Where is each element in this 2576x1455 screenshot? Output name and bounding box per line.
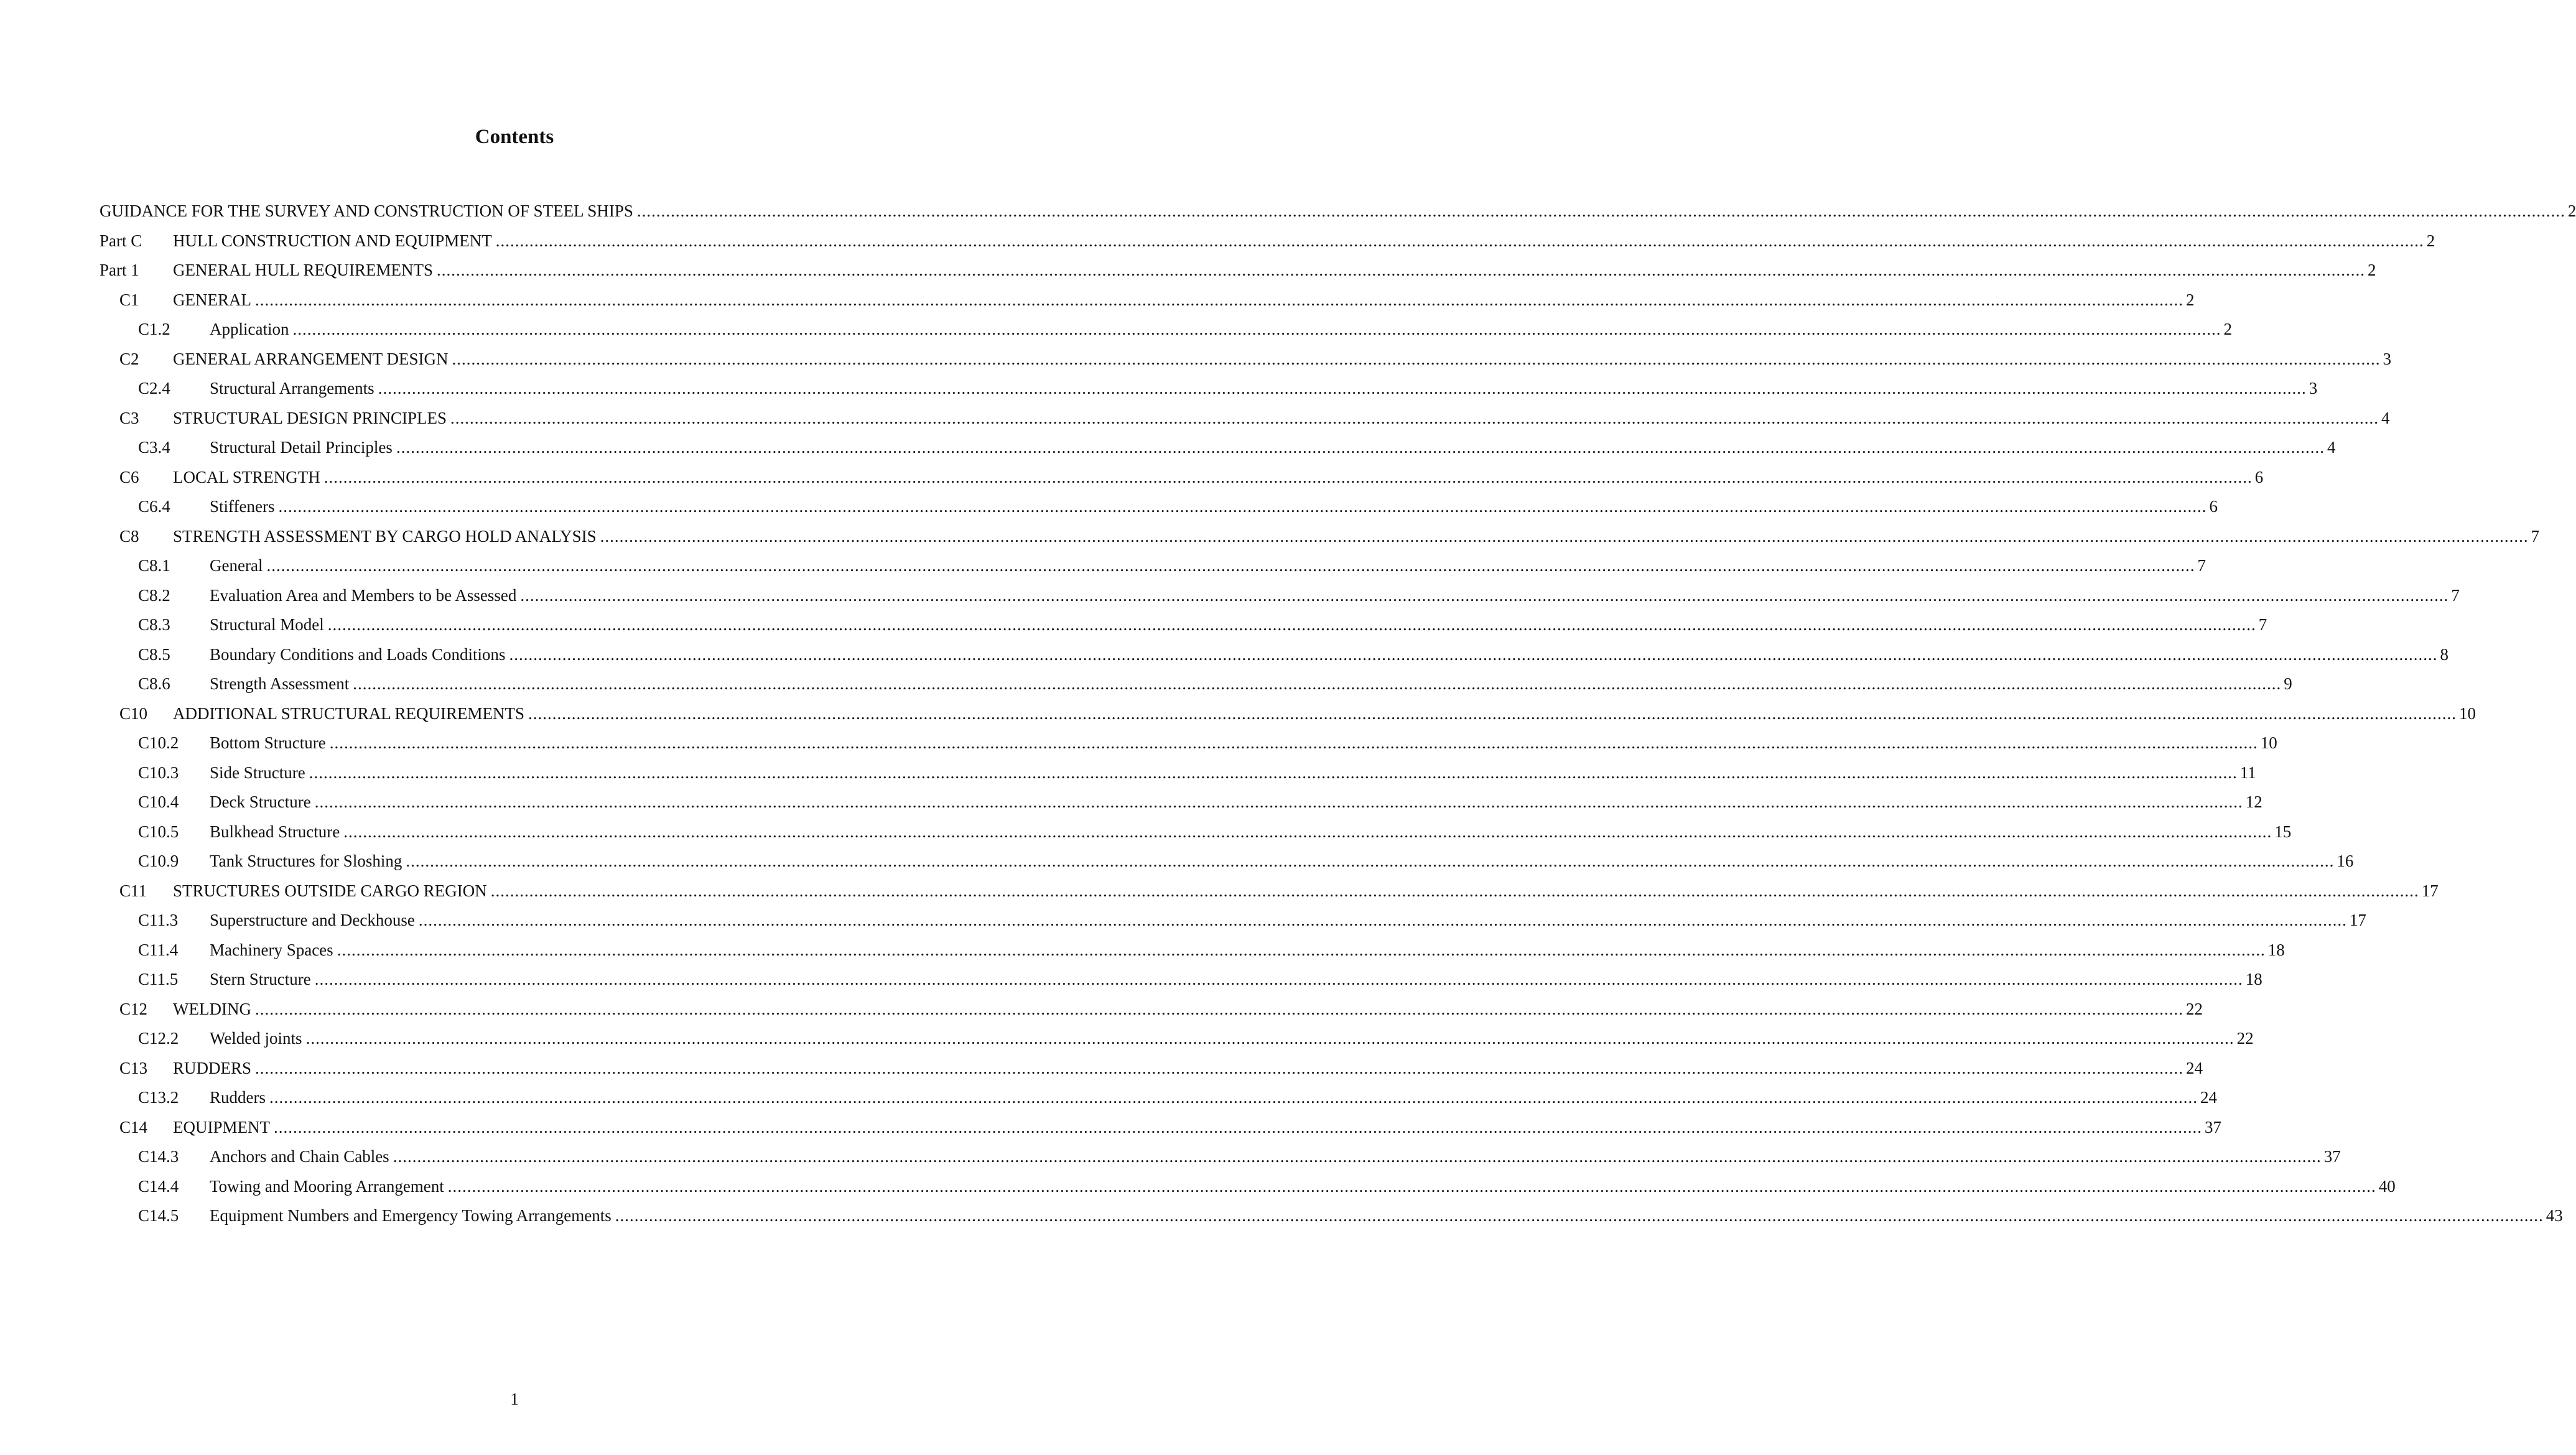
toc-entry-label: Side Structure — [210, 763, 305, 782]
toc-entry-page: 10 — [2260, 733, 2277, 752]
toc-entry-number: C14.4 — [138, 1176, 179, 1196]
toc-entry-label: Towing and Mooring Arrangement — [210, 1176, 444, 1196]
toc-entry[interactable] — [100, 231, 2435, 251]
toc-entry-label: STRUCTURAL DESIGN PRINCIPLES — [173, 408, 447, 427]
toc-entry-label: Superstructure and Deckhouse — [210, 911, 415, 929]
toc-leader-dots: ................................................................................................................................................................................................................................................................................................................................................................................................................ — [636, 202, 2565, 220]
toc-leader-dots: ................................................................................................................................................................................................................................................................................................................................................................................................................ — [528, 704, 2457, 723]
toc-leader-dots: ................................................................................................................................................................................................................................................................................................................................................................................................................ — [254, 999, 2183, 1018]
toc-entry[interactable] — [138, 792, 2262, 812]
toc-leader-dots: ................................................................................................................................................................................................................................................................................................................................................................................................................ — [305, 1029, 2234, 1048]
toc-entry-number: C8.3 — [138, 615, 170, 634]
toc-entry-label: STRUCTURES OUTSIDE CARGO REGION — [173, 881, 487, 900]
toc-entry-number: C11.5 — [138, 970, 179, 988]
toc-leader-dots: ................................................................................................................................................................................................................................................................................................................................................................................................................ — [378, 379, 2307, 397]
toc-entry-label: Deck Structure — [210, 793, 311, 811]
toc-entry-page: 37 — [2323, 1147, 2341, 1166]
toc-entry[interactable] — [138, 1176, 2396, 1196]
toc-entry[interactable] — [138, 378, 2318, 398]
toc-leader-dots: ................................................................................................................................................................................................................................................................................................................................................................................................................ — [337, 940, 2266, 959]
toc-entry-label: Anchors and Chain Cables — [210, 1147, 389, 1166]
toc-entry-label: GENERAL — [173, 290, 251, 309]
toc-entry-number: C10.5 — [138, 822, 179, 841]
toc-entry-label: Stern Structure — [210, 970, 311, 988]
toc-leader-dots: ................................................................................................................................................................................................................................................................................................................................................................................................................ — [329, 733, 2258, 752]
toc-entry[interactable] — [138, 940, 2285, 960]
toc-leader-dots: ................................................................................................................................................................................................................................................................................................................................................................................................................ — [254, 290, 2183, 309]
toc-entry[interactable] — [119, 467, 2264, 487]
toc-entry[interactable] — [138, 763, 2256, 783]
toc-entry-number: C3.4 — [138, 438, 170, 457]
toc-entry-number: C10 — [119, 704, 148, 723]
toc-entry-label: Welded joints — [210, 1029, 302, 1048]
toc-entry-label: GUIDANCE FOR THE SURVEY AND CONSTRUCTION OF STEEL SHIPS — [100, 202, 633, 220]
toc-leader-dots: ................................................................................................................................................................................................................................................................................................................................................................................................................ — [393, 1147, 2322, 1166]
toc-entry-page: 7 — [2197, 556, 2206, 575]
toc-entry[interactable] — [119, 1117, 2221, 1137]
toc-entry-label: Machinery Spaces — [210, 940, 333, 959]
toc-entry[interactable] — [119, 881, 2439, 901]
toc-entry[interactable] — [138, 615, 2267, 635]
toc-entry-page: 18 — [2245, 970, 2262, 988]
toc-entry[interactable] — [138, 733, 2277, 753]
toc-entry[interactable] — [138, 319, 2232, 339]
toc-entry-page: 24 — [2200, 1088, 2217, 1107]
toc-entry[interactable] — [138, 822, 2292, 842]
toc-entry[interactable] — [119, 349, 2391, 369]
toc-entry-page: 2 — [2567, 202, 2576, 220]
toc-entry-label: WELDING — [173, 999, 251, 1018]
toc-entry-label: HULL CONSTRUCTION AND EQUIPMENT — [173, 231, 492, 250]
toc-entry-label: GENERAL HULL REQUIREMENTS — [173, 261, 433, 279]
toc-entry-number: C13.2 — [138, 1088, 179, 1107]
toc-entry[interactable] — [119, 408, 2390, 428]
toc-entry-number: Part 1 — [100, 261, 139, 279]
toc-entry-number: C8 — [119, 526, 139, 546]
toc-leader-dots: ................................................................................................................................................................................................................................................................................................................................................................................................................ — [396, 438, 2325, 457]
toc-entry-number: C10.4 — [138, 793, 179, 811]
toc-entry-page: 7 — [2258, 615, 2267, 634]
toc-entry-page: 8 — [2440, 644, 2448, 664]
toc-entry-number: C14.5 — [138, 1206, 179, 1225]
toc-entry-number: C13 — [119, 1058, 148, 1077]
toc-entry-page: 3 — [2309, 379, 2318, 397]
toc-entry-label: LOCAL STRENGTH — [173, 467, 320, 486]
toc-entry-number: C2.4 — [138, 379, 170, 397]
toc-leader-dots: ................................................................................................................................................................................................................................................................................................................................................................................................................ — [327, 615, 2256, 634]
toc-leader-dots: ................................................................................................................................................................................................................................................................................................................................................................................................................ — [309, 763, 2238, 782]
toc-entry-page: 7 — [2451, 585, 2460, 605]
toc-entry[interactable] — [138, 1146, 2341, 1166]
toc-entry-label: EQUIPMENT — [173, 1117, 270, 1137]
toc-entry-number: C3 — [119, 408, 139, 427]
toc-entry-label: Structural Detail Principles — [210, 438, 393, 457]
toc-entry-page: 9 — [2284, 674, 2292, 693]
toc-entry[interactable] — [138, 969, 2262, 989]
toc-entry[interactable] — [138, 910, 2366, 930]
toc-entry-number: C8.2 — [138, 585, 170, 605]
toc-entry-label: Stiffeners — [210, 497, 275, 516]
toc-entry[interactable] — [100, 260, 2376, 280]
toc-entry-number: C12.2 — [138, 1029, 179, 1048]
toc-entry-number: C14.3 — [138, 1147, 179, 1166]
toc-entry-number: C10.2 — [138, 733, 179, 752]
toc-leader-dots: ................................................................................................................................................................................................................................................................................................................................................................................................................ — [450, 408, 2379, 427]
toc-entry-page: 18 — [2267, 940, 2285, 959]
toc-entry-number: C1.2 — [138, 320, 170, 338]
toc-entry-number: C10.3 — [138, 763, 179, 782]
toc-leader-dots: ................................................................................................................................................................................................................................................................................................................................................................................................................ — [255, 1058, 2184, 1077]
toc-entry-number: C14 — [119, 1117, 148, 1137]
toc-entry[interactable] — [119, 290, 2195, 310]
toc-leader-dots: ................................................................................................................................................................................................................................................................................................................................................................................................................ — [292, 320, 2221, 338]
toc-entry-page: 15 — [2274, 822, 2292, 841]
toc-leader-dots: ................................................................................................................................................................................................................................................................................................................................................................................................................ — [343, 822, 2272, 841]
toc-leader-dots: ................................................................................................................................................................................................................................................................................................................................................................................................................ — [314, 793, 2243, 811]
toc-entry-number: C1 — [119, 290, 139, 309]
toc-entry-page: 24 — [2186, 1058, 2203, 1077]
toc-leader-dots: ................................................................................................................................................................................................................................................................................................................................................................................................................ — [600, 526, 2529, 546]
toc-entry-label: Bottom Structure — [210, 733, 326, 752]
toc-leader-dots: ................................................................................................................................................................................................................................................................................................................................................................................................................ — [520, 585, 2449, 605]
toc-entry-page: 37 — [2205, 1117, 2221, 1137]
toc-entry-page: 12 — [2245, 793, 2262, 811]
toc-entry-number: C6.4 — [138, 497, 170, 516]
toc-entry-page: 2 — [2367, 261, 2376, 279]
toc-entry-number: C6 — [119, 467, 139, 486]
toc-entry[interactable] — [138, 556, 2206, 575]
toc-entry-label: Structural Model — [210, 615, 324, 634]
toc-entry-label: Application — [210, 320, 289, 338]
page-title: Contents — [475, 126, 554, 148]
toc-entry[interactable] — [100, 201, 2576, 221]
toc-entry-page: 2 — [2185, 290, 2195, 309]
toc-entry-page: 17 — [2421, 881, 2439, 900]
toc-entry-number: C8.1 — [138, 556, 170, 575]
toc-entry-label: Evaluation Area and Members to be Assessed — [210, 585, 517, 605]
toc-entry-label: STRENGTH ASSESSMENT BY CARGO HOLD ANALYSIS — [173, 526, 597, 546]
toc-entry-label: General — [210, 556, 263, 575]
page-number: 1 — [510, 1390, 519, 1408]
toc-entry-page: 43 — [2546, 1206, 2563, 1225]
toc-leader-dots: ................................................................................................................................................................................................................................................................................................................................................................................................................ — [452, 349, 2381, 368]
toc-entry-page: 6 — [2254, 467, 2264, 486]
toc-entry[interactable] — [138, 585, 2460, 605]
toc-entry[interactable] — [138, 1206, 2563, 1225]
toc-entry-page: 3 — [2383, 349, 2391, 368]
toc-entry-page: 22 — [2185, 999, 2203, 1018]
toc-leader-dots: ................................................................................................................................................................................................................................................................................................................................................................................................................ — [447, 1176, 2376, 1196]
toc-entry-page: 40 — [2378, 1176, 2396, 1196]
toc-entry-page: 17 — [2349, 911, 2366, 929]
toc-leader-dots: ................................................................................................................................................................................................................................................................................................................................................................................................................ — [266, 556, 2195, 575]
toc-leader-dots: ................................................................................................................................................................................................................................................................................................................................................................................................................ — [274, 1117, 2202, 1137]
toc-entry-page: 2 — [2223, 320, 2232, 338]
toc-entry-label: GENERAL ARRANGEMENT DESIGN — [173, 349, 449, 368]
toc-leader-dots: ................................................................................................................................................................................................................................................................................................................................................................................................................ — [323, 467, 2253, 486]
toc-entry-label: Rudders — [210, 1088, 266, 1107]
toc-leader-dots: ................................................................................................................................................................................................................................................................................................................................................................................................................ — [509, 644, 2438, 664]
toc-entry-label: RUDDERS — [173, 1058, 252, 1077]
toc-entry-number: C11.4 — [138, 940, 179, 959]
toc-leader-dots: ................................................................................................................................................................................................................................................................................................................................................................................................................ — [278, 497, 2207, 516]
toc-entry-number: C12 — [119, 999, 148, 1018]
toc-entry[interactable] — [138, 1087, 2217, 1107]
toc-entry-label: Boundary Conditions and Loads Conditions — [210, 644, 506, 664]
toc-entry[interactable] — [138, 851, 2354, 871]
toc-entry-page: 22 — [2236, 1029, 2254, 1048]
toc-entry[interactable] — [138, 437, 2336, 457]
toc-entry-number: C11.3 — [138, 911, 179, 929]
toc-entry-label: Strength Assessment — [210, 674, 350, 693]
toc-entry-label: Equipment Numbers and Emergency Towing Arrangements — [210, 1206, 611, 1225]
toc-entry-page: 4 — [2327, 438, 2336, 457]
toc-entry-page: 7 — [2531, 526, 2540, 546]
toc-entry[interactable] — [119, 526, 2540, 546]
toc-leader-dots: ................................................................................................................................................................................................................................................................................................................................................................................................................ — [495, 231, 2424, 250]
toc-entry-page: 2 — [2426, 231, 2435, 250]
toc-entry-number: C11 — [119, 881, 147, 900]
toc-entry[interactable] — [138, 1028, 2254, 1048]
toc-entry-number: C8.6 — [138, 674, 170, 693]
toc-entry-page: 4 — [2381, 408, 2390, 427]
toc-leader-dots: ................................................................................................................................................................................................................................................................................................................................................................................................................ — [314, 970, 2243, 988]
toc-entry-label: Bulkhead Structure — [210, 822, 340, 841]
toc-leader-dots: ................................................................................................................................................................................................................................................................................................................................................................................................................ — [353, 674, 2282, 693]
toc-entry[interactable] — [119, 1058, 2203, 1078]
toc-entry-label: ADDITIONAL STRUCTURAL REQUIREMENTS — [173, 704, 524, 723]
toc-entry[interactable] — [119, 704, 2476, 723]
toc-entry-number: C8.5 — [138, 644, 170, 664]
toc-entry-label: Tank Structures for Sloshing — [210, 852, 402, 870]
toc-entry-number: C10.9 — [138, 852, 179, 870]
toc-entry-page: 16 — [2337, 852, 2354, 870]
toc-entry[interactable] — [119, 999, 2203, 1019]
toc-entry-number: Part C — [100, 231, 142, 250]
toc-entry[interactable] — [138, 674, 2292, 694]
toc-leader-dots: ................................................................................................................................................................................................................................................................................................................................................................................................................ — [490, 881, 2419, 900]
toc-entry-page: 11 — [2239, 763, 2256, 782]
toc-entry[interactable] — [138, 496, 2218, 516]
toc-leader-dots: ................................................................................................................................................................................................................................................................................................................................................................................................................ — [269, 1088, 2198, 1107]
toc-entry-page: 10 — [2458, 704, 2476, 723]
toc-entry-number: C2 — [119, 349, 139, 368]
toc-entry[interactable] — [138, 644, 2448, 664]
toc-leader-dots: ................................................................................................................................................................................................................................................................................................................................................................................................................ — [436, 261, 2365, 279]
toc-leader-dots: ................................................................................................................................................................................................................................................................................................................................................................................................................ — [615, 1206, 2544, 1225]
toc-leader-dots: ................................................................................................................................................................................................................................................................................................................................................................................................................ — [418, 911, 2347, 929]
toc-entry-label: Structural Arrangements — [210, 379, 374, 397]
toc-leader-dots: ................................................................................................................................................................................................................................................................................................................................................................................................................ — [406, 852, 2335, 870]
toc-entry-page: 6 — [2209, 497, 2218, 516]
